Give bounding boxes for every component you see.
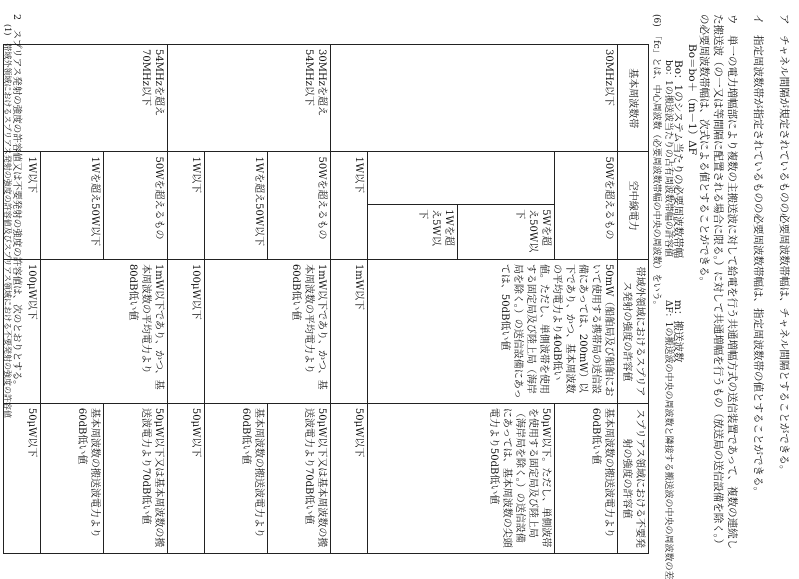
note-6: (6) 「fc」とは、中心周波数（必要周波数帯幅の中央の周波数）をいう。 <box>651 14 661 310</box>
out-of-band-cell: 100μW以下 <box>167 259 204 403</box>
power-cell: 50Wを超えるもの <box>554 152 617 259</box>
spurious-emission-table <box>3 44 649 554</box>
definition-bo-carrier: bo：1の搬送波当たりの占有周波数帯幅の許容値 <box>663 60 673 257</box>
spurious-cell: 50μW以下 <box>167 403 204 553</box>
power-cell: 1Wを超え50W以下 <box>40 152 103 259</box>
power-cell: 50Wを超えるもの <box>268 152 331 259</box>
paragraph-c: ウ 単一の電力増幅部により複数の主搬送波に対して給電を行う共通増幅方式の送信装置であって、複数の連続した搬送波（の一又は等間隔に配置される場合に限る。）に対して共通増幅を行うもの（放送局の送信設備を除く。）の必要周波数帯幅は、次式による値とすることができる。 <box>698 14 738 550</box>
out-of-band-cell: 100μW以下 <box>4 259 41 403</box>
power-cell: 1Wを超え5W以下 <box>368 205 458 260</box>
out-of-band-cell: 50mW（船舶局及び船舶において使用する携帯局の送信設備にあっては、200mW）以下であり、かつ、基本周波数の平均電力より40dB低い値。ただし、単側波帯を使用する固定局及び陸上局（海岸局を除く。）の送信設備にあっては、50dB低い値 <box>368 259 618 403</box>
power-cell: 50Wを超えるもの <box>104 152 167 259</box>
spurious-cell: 50μW以下又は基本周波数の搬送波電力より70dB低い値 <box>268 403 331 553</box>
spurious-cell: 50μW以下。ただし、単側波帯を使用する固定局及び陸上局（海岸局を除く。）の送信設備にあっては、基本周波数の尖頭電力より50dB低い値 <box>368 403 554 553</box>
table-row <box>104 45 167 554</box>
out-of-band-cell: 1mW以下 <box>331 259 368 403</box>
power-cell: 1W以下 <box>167 152 204 259</box>
spurious-cell: 50μW以下又は基本周波数の搬送波電力より70dB低い値 <box>104 403 167 553</box>
band-cell: 30MHz以下 <box>331 45 618 152</box>
paragraph-b: イ 指定周波数帯が指定されているものの必要周波数帯幅は、指定周波数帯の値とすることができる。 <box>752 14 764 497</box>
table-row <box>268 45 331 554</box>
header-spurious: スプリアス領域における不要発射の強度の許容値 <box>618 403 649 553</box>
out-of-band-cell: 1mW以下であり、かつ、基本周波数の平均電力より80dB低い値 <box>40 259 167 403</box>
power-cell: 5Wを超え50W以下 <box>458 205 554 260</box>
table-row <box>554 45 617 554</box>
power-cell-blank <box>368 152 554 205</box>
definition-m: m：搬送波数 <box>672 300 684 363</box>
spurious-cell: 50μW以下 <box>4 403 41 553</box>
definition-delta-f: ΔF：1の搬送波の中央の周波数と隣接する搬送波の中央の周波数の差 <box>663 300 673 579</box>
power-cell: 1W以下 <box>331 152 368 259</box>
spurious-cell: 基本周波数の搬送波電力より60dB低い値 <box>554 403 617 553</box>
power-cell: 1W以下 <box>4 152 41 259</box>
band-cell: 54MHzを超え70MHz以下 <box>4 45 168 152</box>
definition-bo-system: Bo：1のシステム当たりの必要周波数帯幅 <box>672 60 684 259</box>
power-cell: 1Wを超え50W以下 <box>204 152 267 259</box>
spurious-cell: 基本周波数の搬送波電力より60dB低い値 <box>40 403 103 553</box>
header-out-of-band: 帯域外領域におけるスプリアス発射の強度の許容値 <box>618 259 649 403</box>
paragraph-a: ア チャネル間隔が規定されているものの必要周波数帯幅は、チャネル間隔とすることができる。 <box>778 14 790 476</box>
band-cell: 30MHzを超え54MHz以下 <box>167 45 331 152</box>
formula: Bo＝bo＋（m－1）ΔF <box>686 44 698 156</box>
spurious-cell: 基本周波数の搬送波電力より60dB低い値 <box>204 403 267 553</box>
subsection-1-heading: (1) 帯域外領域におけるスプリアス発射の強度の許容値及びスプリアス領域における不要発射の強度の許容値 <box>3 24 12 419</box>
out-of-band-cell: 1mW以下であり、かつ、基本周波数の平均電力より60dB低い値 <box>204 259 331 403</box>
spurious-cell: 50μW以下 <box>331 403 368 553</box>
section-2-heading: 2 スプリアス発射の強度の許容値又は不要発射の強度の許容値は、次のとおりとする。 <box>11 14 22 390</box>
header-band: 基本周波数帯 <box>618 45 649 152</box>
header-power: 空中線電力 <box>618 152 649 259</box>
